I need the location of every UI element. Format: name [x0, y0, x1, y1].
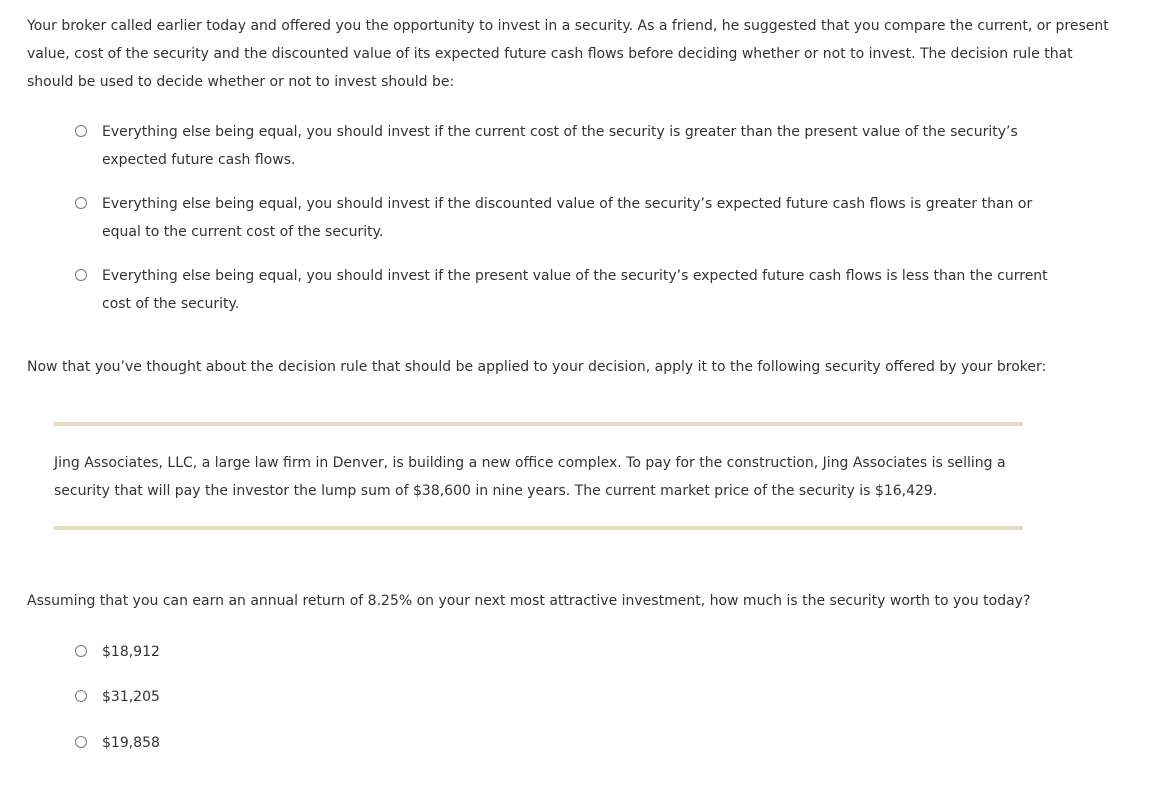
option-label: Everything else being equal, you should invest if the present value of the security’s expected future cash flows is less than the current cost of the security.: [102, 268, 1048, 312]
option-label: $31,205: [102, 689, 160, 705]
option-label: $18,912: [102, 644, 160, 660]
option-label: Everything else being equal, you should invest if the current cost of the security is greater than the present value of the security’s expected future cash flows.: [102, 124, 1018, 168]
scenario-paragraph: Jing Associates, LLC, a large law firm in Denver, is building a new office complex. To pay for the construction, Jing Associates is selling a security that will pay the investor the lump sum of $38,600 in nine years. The current market price of the security is $16,429.: [54, 455, 1006, 499]
option-label: Everything else being equal, you should invest if the discounted value of the security’s expected future cash flows is greater than or equal to the current cost of the security.: [102, 196, 1033, 240]
radio-button[interactable]: [75, 690, 87, 702]
radio-button[interactable]: [75, 645, 87, 657]
intro-paragraph: Your broker called earlier today and offered you the opportunity to invest in a security. As a friend, he suggested that you compare the current, or present value, cost of the security and the discounted value of its expected future cash flows before deciding whether or not to invest. The decision rule that should be used to decide whether or not to invest should be:: [27, 18, 1109, 90]
value-option-2[interactable]: [75, 683, 160, 711]
decision-rule-option-2[interactable]: [75, 190, 1055, 246]
radio-button[interactable]: [75, 736, 87, 748]
radio-button[interactable]: [75, 197, 87, 209]
value-option-3[interactable]: [75, 729, 160, 757]
valuation-question: Assuming that you can earn an annual return of 8.25% on your next most attractive investment, how much is the security worth to you today?: [27, 593, 1031, 609]
radio-button[interactable]: [75, 269, 87, 281]
transition-paragraph: Now that you’ve thought about the decision rule that should be applied to your decision, apply it to the following security offered by your broker:: [27, 359, 1047, 375]
scenario-divider-bottom: [54, 526, 1023, 530]
decision-rule-option-1[interactable]: [75, 118, 1055, 174]
option-label: $19,858: [102, 735, 160, 751]
decision-rule-option-3[interactable]: [75, 262, 1075, 318]
radio-button[interactable]: [75, 125, 87, 137]
scenario-divider-top: [54, 422, 1023, 426]
value-option-1[interactable]: [75, 638, 160, 666]
